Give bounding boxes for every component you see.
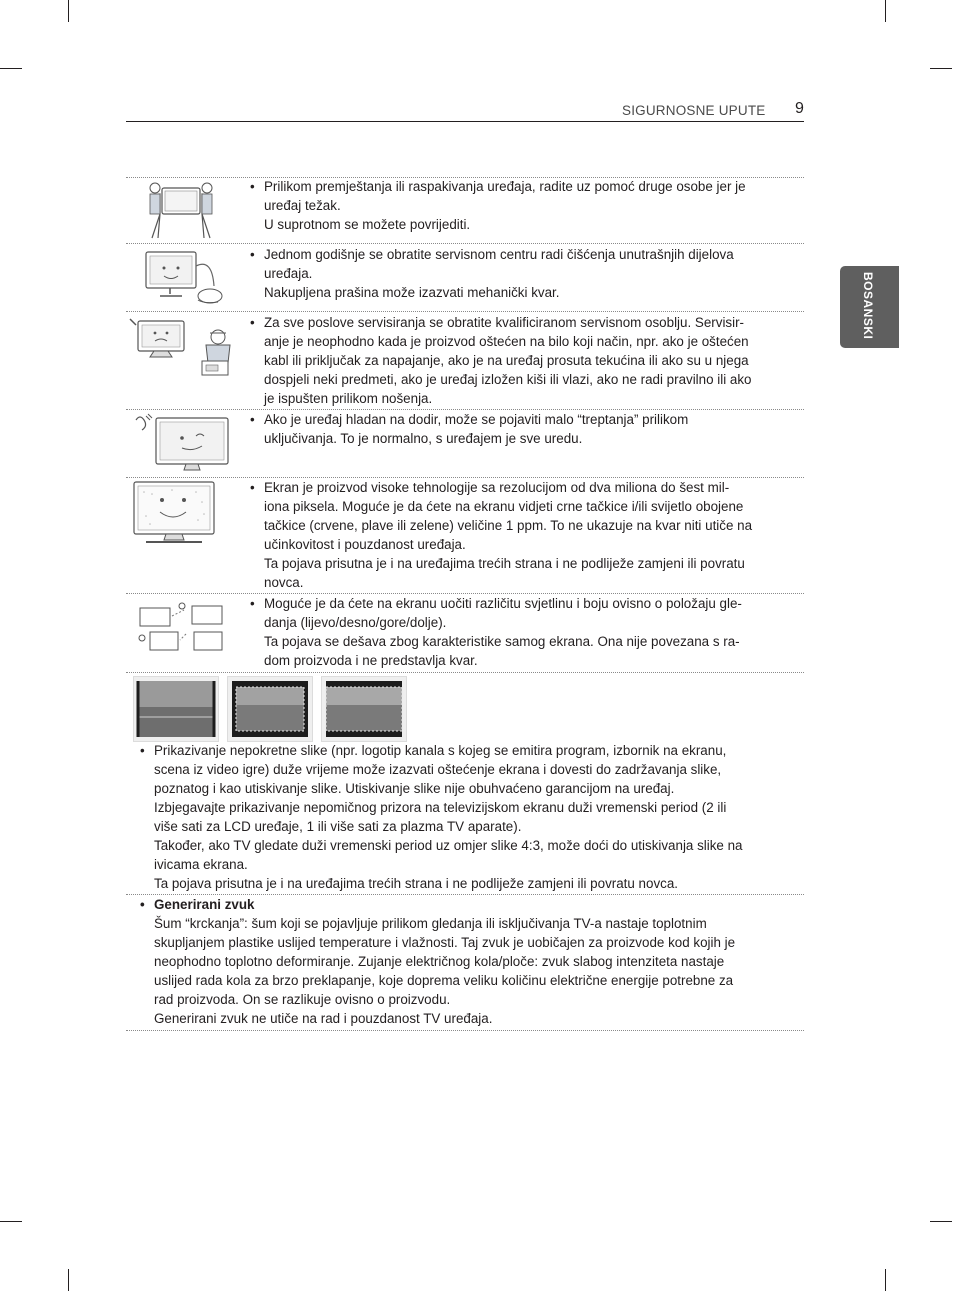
crop-mark: [0, 68, 22, 69]
text-line: • Prilikom premještanja ili raspakivanja uređaja, radite uz pomoć druge osobe jer je: [250, 177, 746, 196]
viewing-angle-icon: [136, 600, 228, 658]
crop-mark: [885, 1269, 886, 1291]
text-line: • Ako je uređaj hladan na dodir, može se pojaviti malo “treptanja” prilikom: [250, 410, 688, 429]
safety-item: [250, 245, 734, 302]
section-heading: • Generirani zvuk: [140, 895, 735, 914]
text-line: tačkice (crvene, plave ili zelene) veličine 1 ppm. To ne ukazuje na kvar niti utiče na: [264, 518, 753, 533]
page-number: 9: [795, 100, 804, 117]
text-line: Izbjegavajte prikazivanje nepomičnog prizora na televizijskom ekranu duži vremenski period (2 ili: [154, 800, 727, 815]
text-line: uključivanja. To je normalno, s uređajem je sve uredu.: [264, 431, 583, 446]
divider: [126, 243, 804, 244]
text-line: anje je neophodno kada je proizvod oštećen na bilo koji način, npr. ako je oštećen: [264, 334, 749, 349]
crop-mark: [0, 1221, 22, 1222]
crop-mark: [930, 68, 952, 69]
text-line: danja (lijevo/desno/gore/dolje).: [264, 615, 447, 630]
text-line: poznatog i kao utiskivanje slike. Utiskivanje slike nije obuhvaćeno garancijom na uređaj.: [154, 781, 675, 796]
text-line: rad proizvoda. On se razlikuje ovisno o proizvodu.: [154, 992, 451, 1007]
safety-item: [250, 177, 746, 234]
text-line: Šum “krckanja”: šum koji se pojavljuje prilikom gledanja ili isključivanja TV-a nastaje toplotnim: [154, 916, 707, 931]
cleaning-tv-icon: [140, 246, 224, 308]
text-line: • Prikazivanje nepokretne slike (npr. logotip kanala s kojeg se emitira program, izbornik na ekranu,: [140, 741, 743, 760]
divider: [126, 672, 804, 673]
text-line: Generirani zvuk ne utiče na rad i pouzdanost TV uređaja.: [154, 1011, 493, 1026]
text-line: više sati za LCD uređaje, 1 ili više sati za plazma TV aparate).: [154, 819, 522, 834]
image-retention-item: [140, 741, 743, 893]
text-line: uslijed rada kola za brzo preklapanje, koje doprema veliku količinu električne energije potrebne za: [154, 973, 734, 988]
text-line: novca.: [264, 575, 304, 590]
text-line: • Ekran je proizvod visoke tehnologije sa rezolucijom od dva miliona do šest mil-: [250, 478, 752, 497]
divider: [126, 311, 804, 312]
text-line: neophodno toplotno deformiranje. Zujanje električnog kola/ploče: zvuk slabog intenziteta nastaje: [154, 954, 725, 969]
text-line: Ta pojava prisutna je i na uređajima trećih strana i ne podliježe zamjeni ili povratu novca.: [154, 876, 679, 891]
text-line: scena iz video igre) duže vrijeme može izazvati oštećenje ekrana i dovesti do zadržavanja slike,: [154, 762, 722, 777]
crop-mark: [68, 0, 69, 22]
crop-mark: [68, 1269, 69, 1291]
safety-item: [250, 313, 752, 408]
retention-photo-full: [133, 676, 219, 742]
safety-item: [250, 478, 752, 592]
text-line: učinkovitost i pouzdanost uređaja.: [264, 537, 466, 552]
retention-photo-letterbox: [227, 676, 313, 742]
text-line: • Jednom godišnje se obratite servisnom centru radi čišćenja unutrašnjih dijelova: [250, 245, 734, 264]
cold-tv-icon: [130, 412, 230, 474]
divider: [126, 1030, 804, 1031]
text-line: • Moguće je da ćete na ekranu uočiti različitu svjetlinu i boju ovisno o položaju gle-: [250, 594, 742, 613]
pixel-tv-icon: [132, 480, 216, 548]
text-line: Ta pojava prisutna je i na uređajima trećih strana i ne podliježe zamjeni ili povratu: [264, 556, 745, 571]
crop-mark: [885, 0, 886, 22]
text-line: dom proizvoda i ne predstavlja kvar.: [264, 653, 478, 668]
crop-mark: [930, 1221, 952, 1222]
text-line: ivicama ekrana.: [154, 857, 248, 872]
text-line: uređaja.: [264, 266, 313, 281]
retention-photo-pillarbox: [321, 676, 407, 742]
service-technician-icon: [128, 315, 240, 379]
safety-item: [250, 410, 688, 448]
text-line: je ispušten prilikom nošenja.: [264, 391, 433, 406]
text-line: U suprotnom se možete povrijediti.: [264, 217, 471, 232]
safety-item: [250, 594, 742, 670]
text-line: uređaj težak.: [264, 198, 341, 213]
header-rule: [126, 121, 804, 122]
text-line: dospjeli neki predmeti, ako je uređaj izložen kiši ili vlazi, ako ne radi pravilno ili ako: [264, 372, 752, 387]
text-line: Nakupljena prašina može izazvati mehanički kvar.: [264, 285, 560, 300]
running-header: SIGURNOSNE UPUTE: [622, 103, 766, 118]
text-line: Također, ako TV gledate duži vremenski period uz omjer slike 4:3, može doći do utiskivanja slike na: [154, 838, 743, 853]
text-line: skupljanjem plastike uslijed temperature i vlažnosti. Taj zvuk je uobičajen za proizvode kod kojih je: [154, 935, 736, 950]
language-tab: BOSANSKI: [840, 266, 899, 348]
text-line: iona piksela. Moguće je da ćete na ekranu vidjeti crne tačkice i/ili svijetlo obojene: [264, 499, 744, 514]
text-line: • Za sve poslove servisiranja se obratite kvalificiranom servisnom osoblju. Servisir-: [250, 313, 752, 332]
moving-tv-icon: [148, 180, 214, 240]
generated-sound-item: [140, 895, 735, 1028]
text-line: kabl ili priključak za napajanje, ako je na uređaj prosuta tekućina ili ako su u njega: [264, 353, 749, 368]
text-line: Ta pojava se dešava zbog karakteristike samog ekrana. Ona nije povezana s ra-: [264, 634, 740, 649]
